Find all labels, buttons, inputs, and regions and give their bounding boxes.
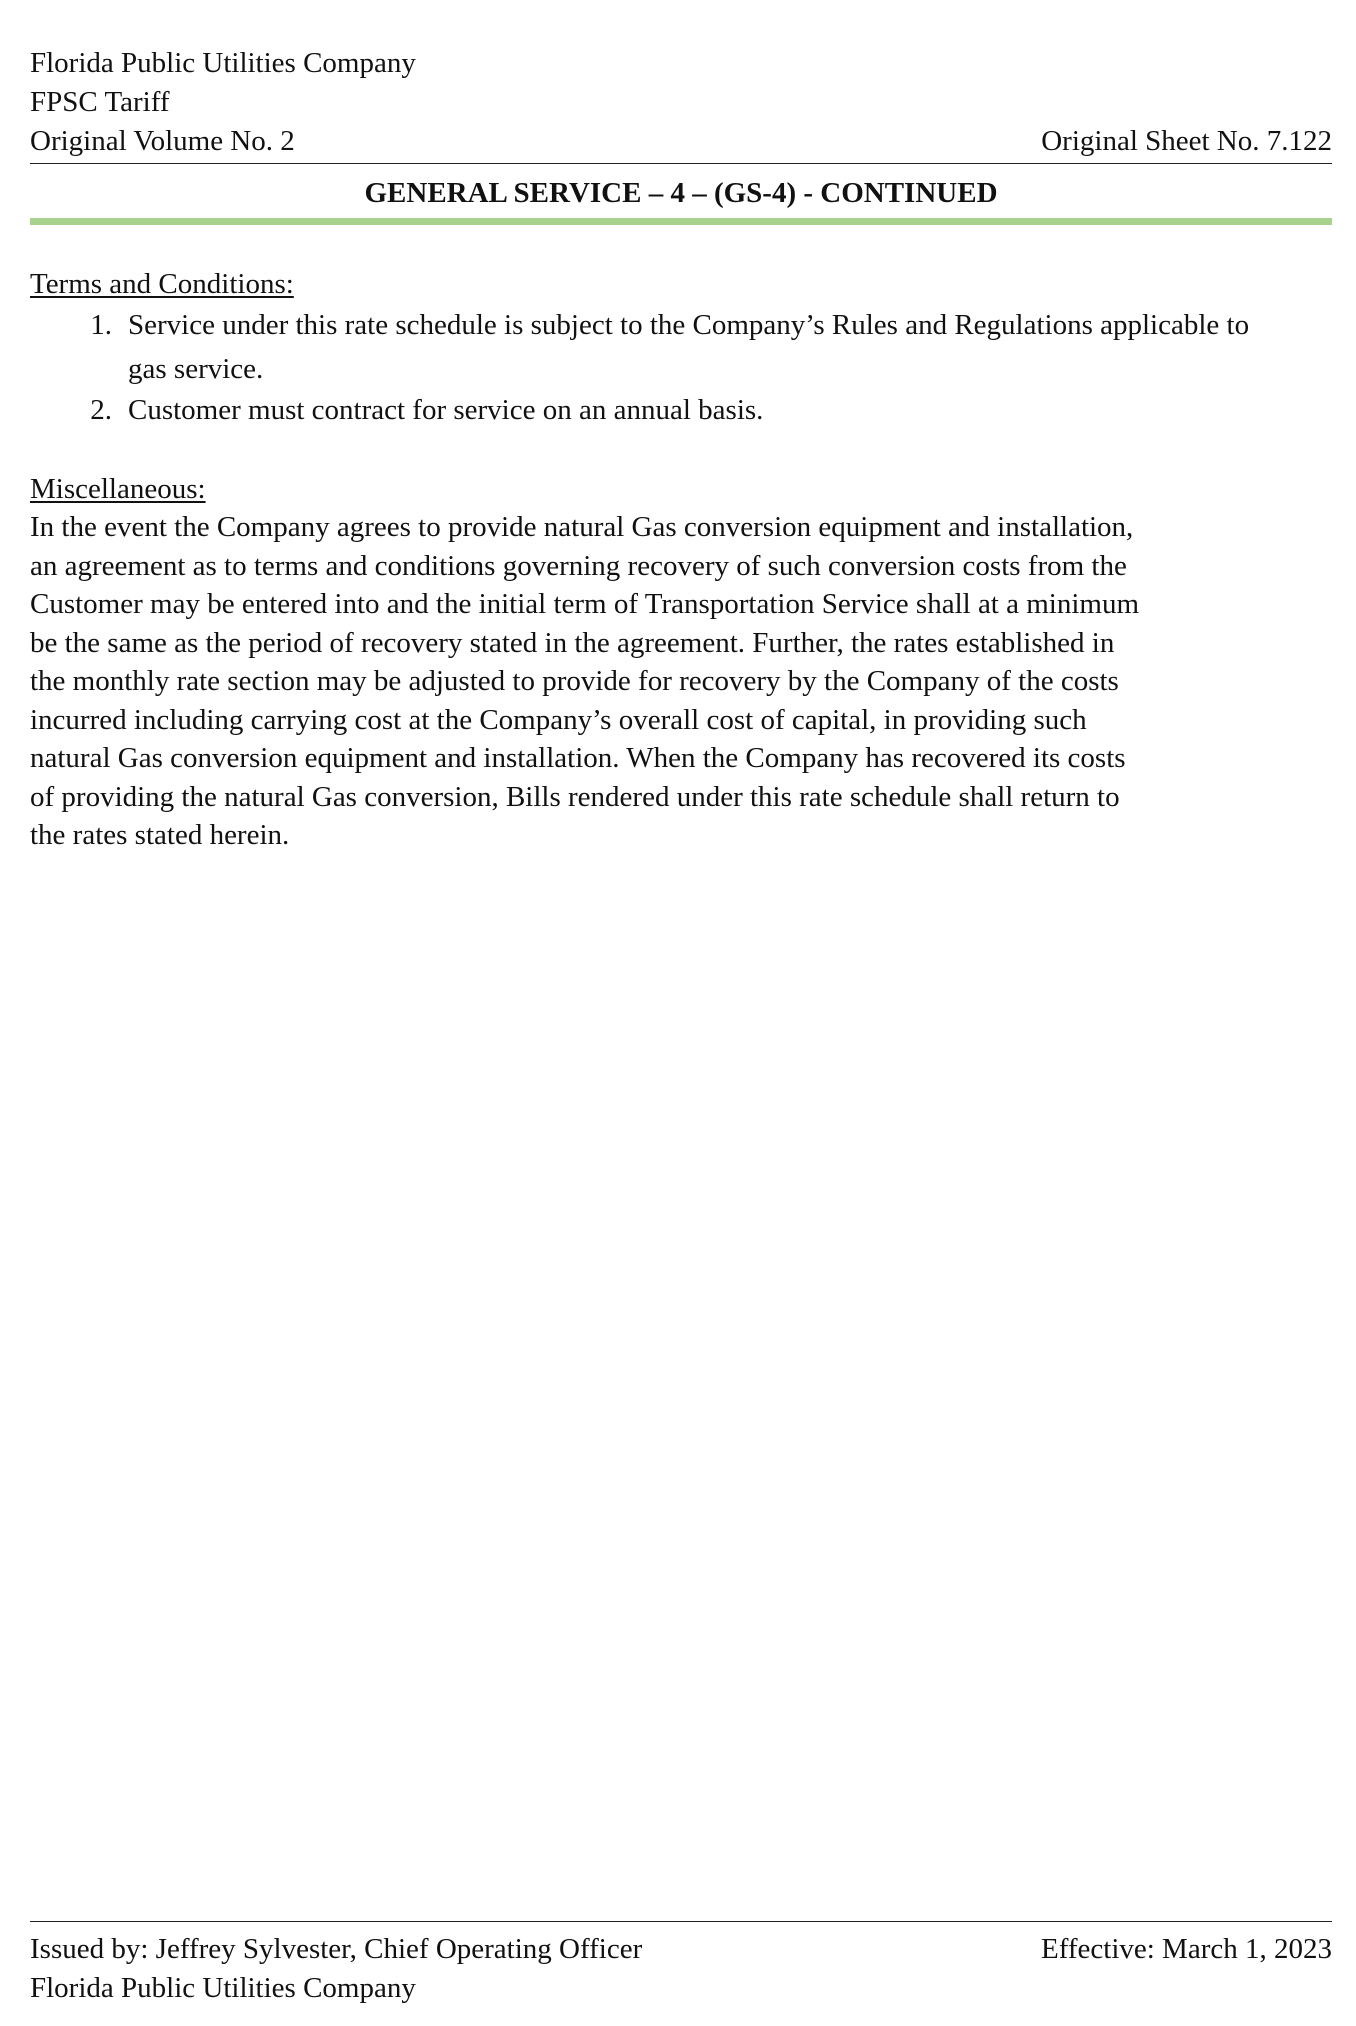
paragraph-line: Customer may be entered into and the initial term of Transportation Service shall at a minimum: [30, 588, 1140, 620]
header-tariff: FPSC Tariff: [30, 86, 170, 118]
paragraph-line: an agreement as to terms and conditions governing recovery of such conversion costs from the: [30, 549, 1127, 582]
footer-effective-date: Effective: March 1, 2023: [1041, 1933, 1332, 1965]
list-item-number: 2.: [90, 394, 112, 426]
paragraph-line: the monthly rate section may be adjusted to provide for recovery by the Company of the costs: [30, 665, 1119, 697]
footer-company: Florida Public Utilities Company: [30, 1972, 416, 2004]
list-item-text: Customer must contract for service on an annual basis.: [128, 394, 764, 426]
misc-heading: Miscellaneous:: [30, 473, 206, 505]
footer-company-row: [30, 1969, 1332, 2008]
list-item: [30, 303, 1332, 391]
header-sheet-number: Original Sheet No. 7.122: [1041, 125, 1332, 157]
page-footer: [30, 1921, 1332, 2008]
header-company: Florida Public Utilities Company: [30, 47, 416, 79]
header-volume-row: [30, 122, 1332, 164]
list-item: [30, 391, 1332, 430]
footer-row: [30, 1930, 1332, 1969]
terms-heading: Terms and Conditions:: [30, 268, 294, 300]
paragraph-line: the rates stated herein.: [30, 819, 290, 851]
paragraph-line: In the event the Company agrees to provide natural Gas conversion equipment and installation,: [30, 511, 1134, 543]
paragraph-line: of providing the natural Gas conversion, Bills rendered under this rate schedule shall return to: [30, 780, 1120, 813]
terms-list: [30, 303, 1332, 430]
misc-paragraph: [30, 508, 1332, 855]
page-title: GENERAL SERVICE – 4 – (GS-4) - CONTINUED: [364, 177, 998, 209]
list-item-text: Service under this rate schedule is subject to the Company’s Rules and Regulations applicable to gas service.: [128, 309, 1250, 385]
footer-issued-by: Issued by: Jeffrey Sylvester, Chief Operating Officer: [30, 1933, 643, 1965]
tariff-page: [30, 0, 1332, 2026]
paragraph-line: incurred including carrying cost at the Company’s overall cost of capital, in providing such: [30, 703, 1087, 736]
title-divider: [30, 218, 1332, 225]
paragraph-line: natural Gas conversion equipment and installation. When the Company has recovered its costs: [30, 742, 1126, 774]
list-item-number: 1.: [90, 309, 112, 341]
paragraph-line: be the same as the period of recovery stated in the agreement. Further, the rates established in: [30, 626, 1115, 659]
header-volume: Original Volume No. 2: [30, 125, 295, 157]
